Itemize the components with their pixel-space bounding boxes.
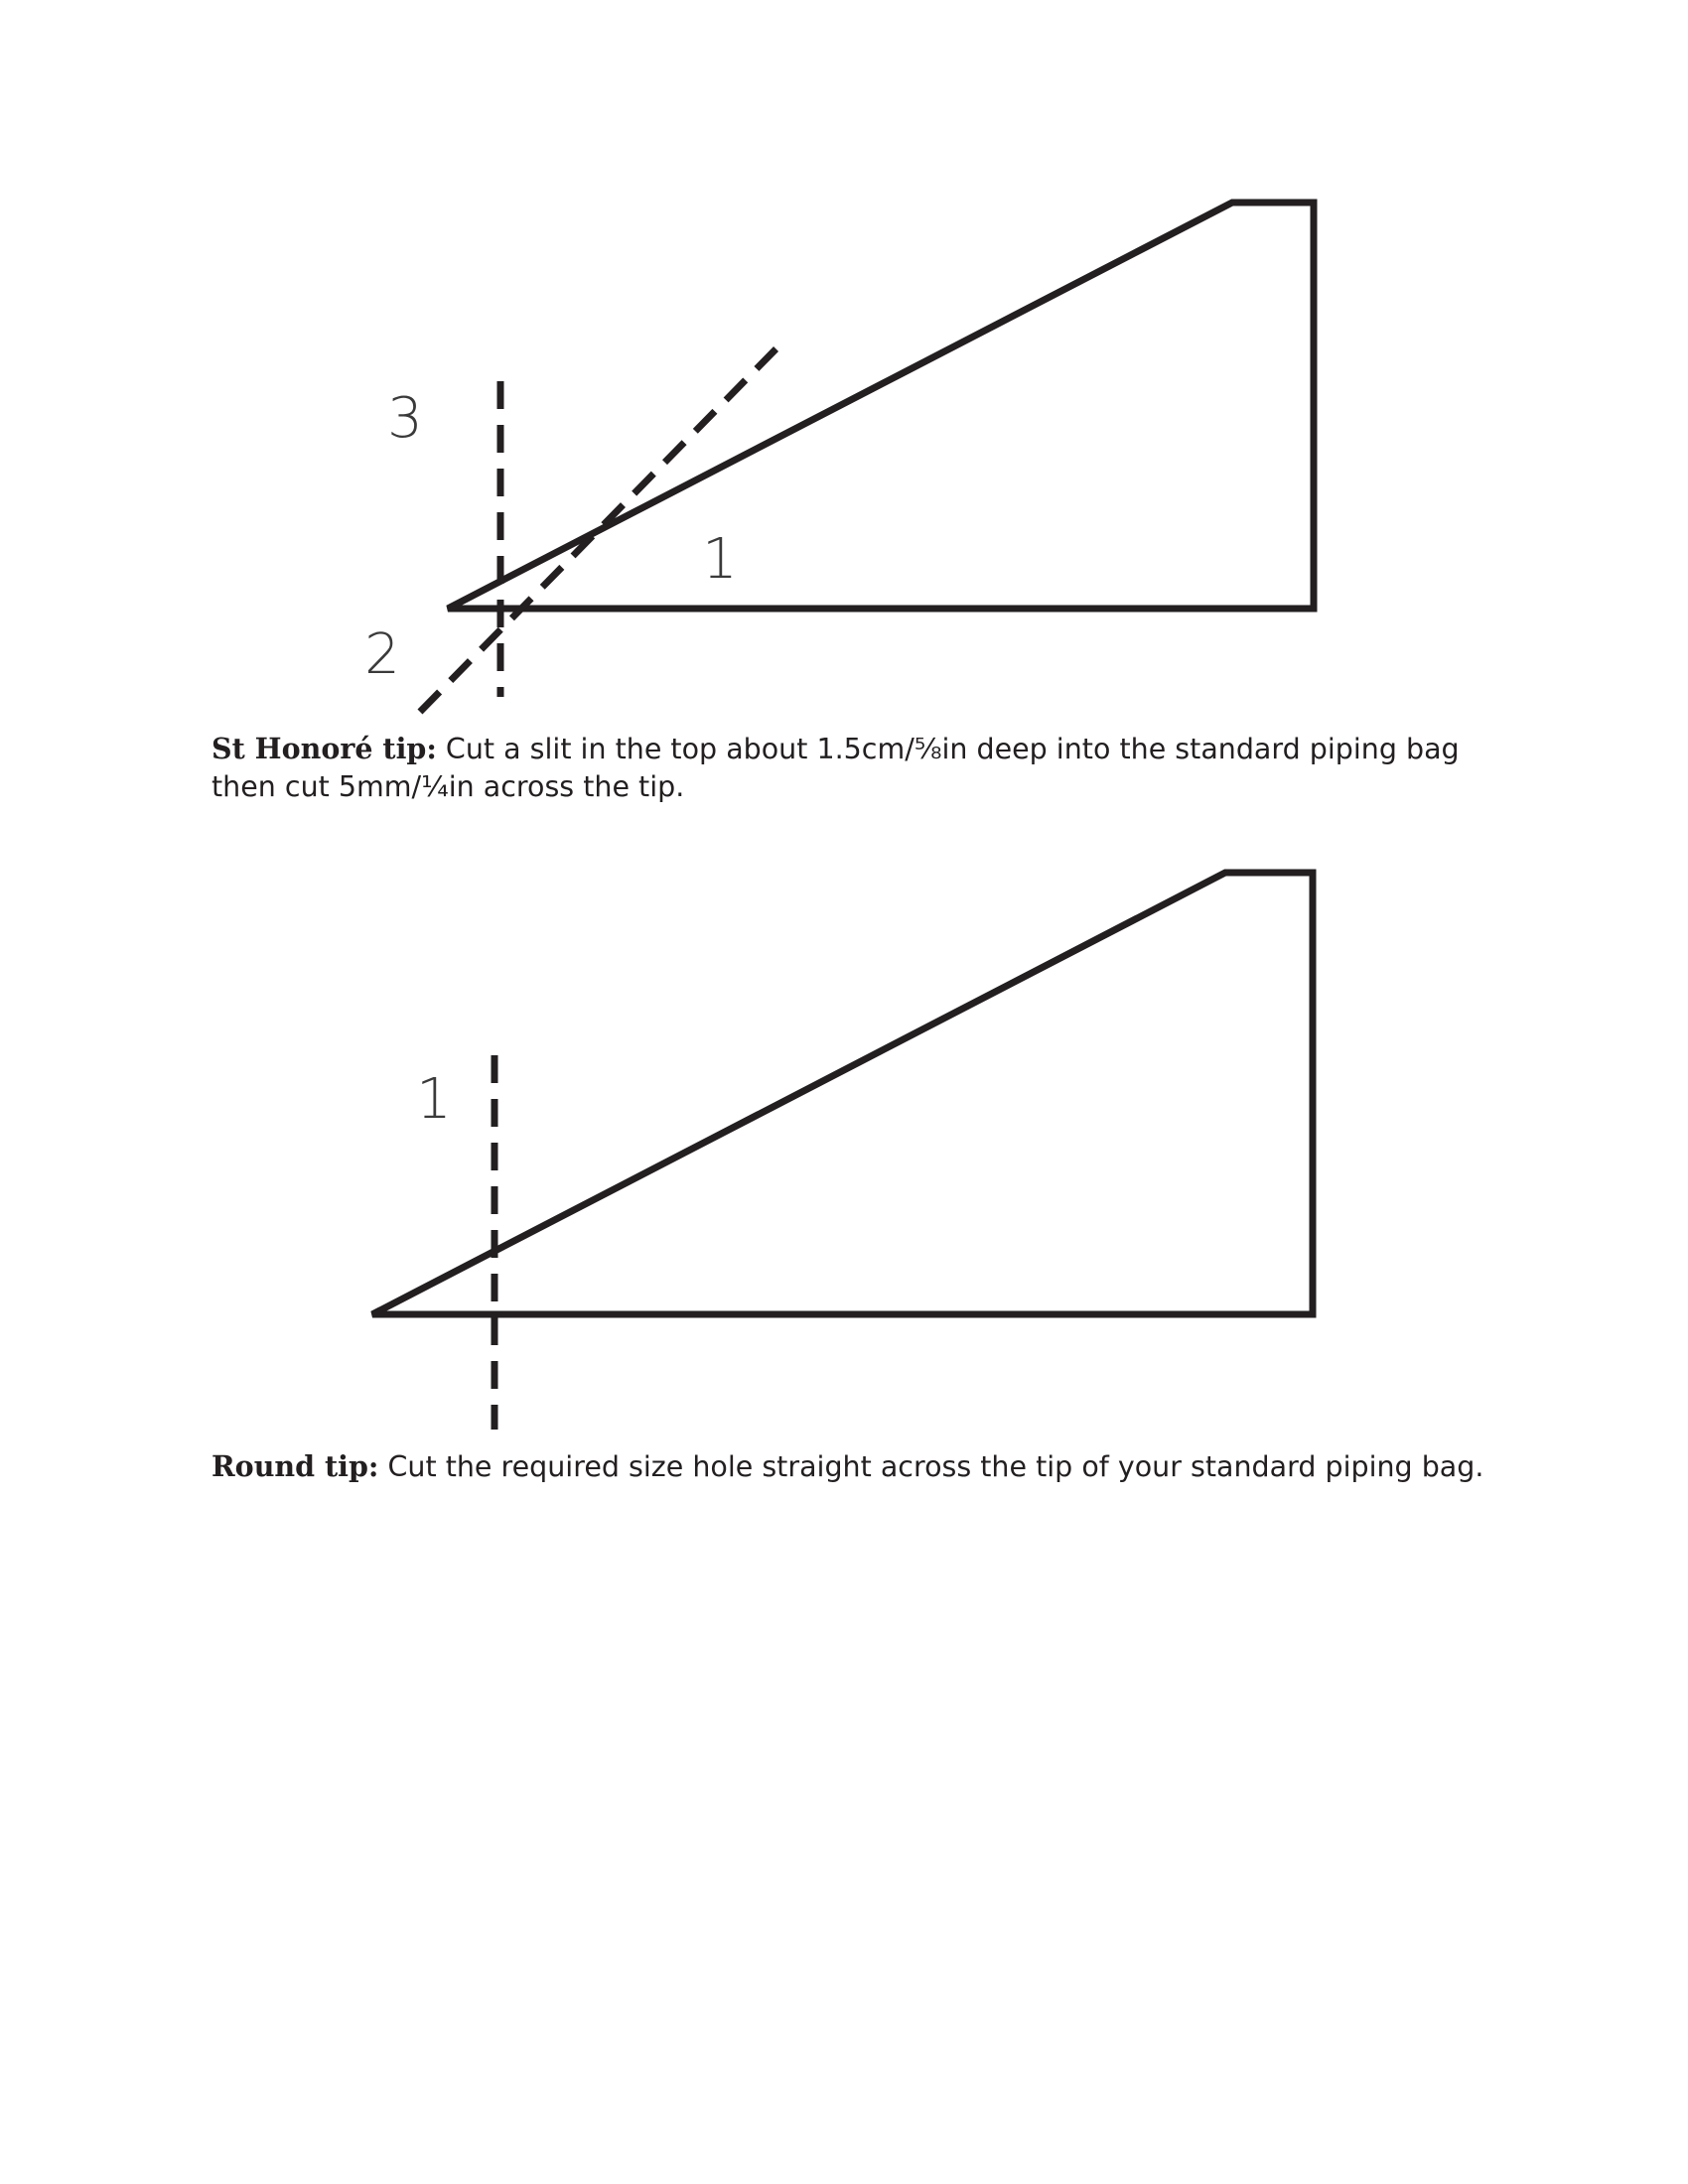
round-tip-diagram [0, 844, 1688, 1439]
step-label-2: 2 [364, 622, 400, 687]
piping-bag-outline [372, 873, 1313, 1314]
st-honore-text: Cut a slit in the top about 1.5cm/⅝in deep into the standard piping bag then cut 5mm/¼in across the tip. [211, 733, 1460, 803]
round-text: Cut the required size hole straight across the tip of your standard piping bag. [378, 1450, 1484, 1483]
step-label-3: 3 [387, 386, 423, 451]
step-label-1: 1 [702, 527, 738, 592]
round-title: Round tip: [211, 1449, 379, 1483]
step-label-1: 1 [416, 1067, 452, 1132]
st-honore-tip-diagram [0, 169, 1688, 725]
st-honore-caption [211, 730, 1492, 806]
round-caption [211, 1447, 1492, 1486]
st-honore-title: St Honoré tip: [211, 732, 437, 765]
